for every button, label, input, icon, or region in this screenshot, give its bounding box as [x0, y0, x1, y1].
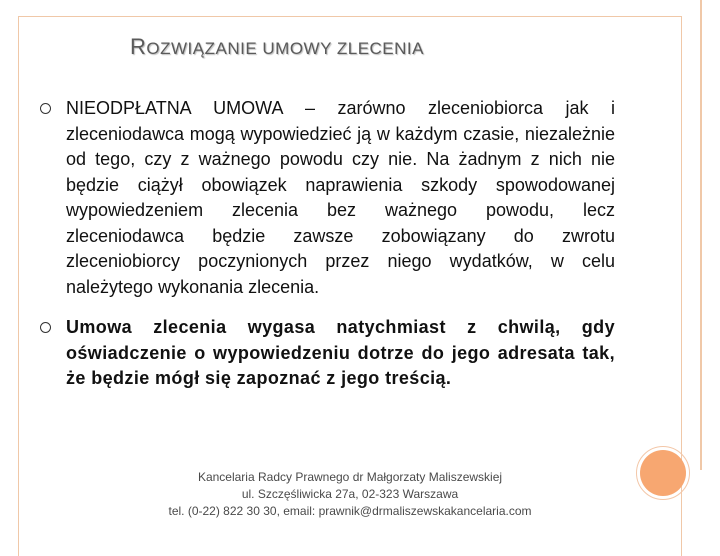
bullet-body: – zarówno zleceniobiorca jak i zleceniodawca mogą wypowiedzieć ją w każdym czasie, niezależnie od tego, czy z ważnego powodu czy nie. Na żadnym z nich nie będzie ciążył obowiązek naprawienia szkody spowodowanej wypowiedzeniem zlecenia bez ważnego powodu, lecz zleceniodawca będzie zawsze zobowiązany do zwrotu zleceniobiorcy poczynionych przez niego wydatków, w celu należytego wykonania zlecenia. — [66, 98, 615, 297]
footer-line-address: ul. Szczęśliwicka 27a, 02-323 Warszawa — [241, 487, 459, 501]
decorative-circle — [640, 450, 686, 496]
bullet-item — [40, 315, 615, 392]
decorative-rule — [700, 0, 702, 470]
bullet-text: Umowa zlecenia wygasa natychmiast z chwilą, gdy oświadczenie o wypowiedzeniu dotrze do jego adresata tak, że będzie mógł się zapoznać z jego treścią. — [66, 317, 615, 388]
footer-line-firm: Kancelaria Radcy Prawnego dr Małgorzaty Maliszewskiej — [197, 470, 503, 484]
title-rest: OZWIĄZANIE UMOWY ZLECENIA — [146, 39, 424, 58]
bullet-circle-icon — [40, 103, 51, 114]
footer-line-contact: tel. (0-22) 822 30 30, email: prawnik@drmaliszewskakancelaria.com — [168, 504, 532, 518]
footer — [120, 469, 580, 520]
bullet-text — [66, 96, 615, 300]
bullet-circle-icon — [40, 322, 51, 333]
bullet-item — [40, 96, 615, 300]
bullet-emphasis: NIEODPŁATNA UMOWA — [66, 98, 283, 118]
title-first-letter: R — [130, 34, 147, 59]
slide-title — [130, 34, 590, 60]
bullet-list — [40, 96, 615, 407]
